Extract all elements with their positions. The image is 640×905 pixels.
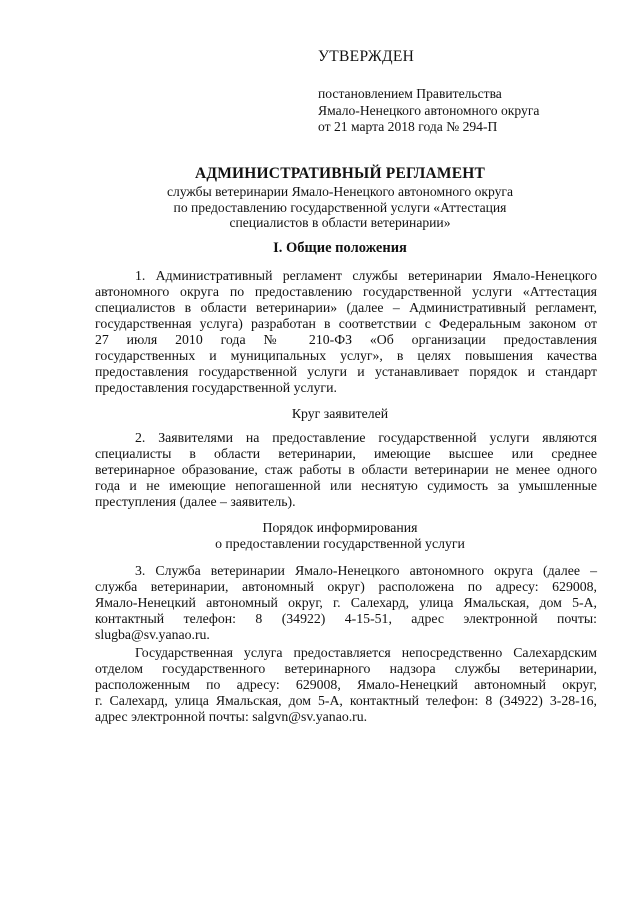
approval-stamp [318, 48, 618, 136]
paragraph-4 [95, 645, 597, 725]
text-line: специалисты в области ветеринарии, имеющие высшее или среднее [95, 446, 597, 461]
text-line: ветеринарное образование, стаж работы в области ветеринарии не менее одного [95, 462, 597, 477]
text-line: адрес электронной почты: salgvn@sv.yanao.ru. [95, 709, 368, 724]
section-title-applicants: Круг заявителей [291, 406, 389, 421]
text-line: предоставления государственной услуги. [95, 380, 337, 395]
section-title-line: Порядок информирования [262, 520, 418, 535]
text-line: отделом государственного ветеринарного надзора службы ветеринарии, [95, 661, 597, 676]
text-line: государственная услуга) разработан в соответствии с Федеральным законом от [95, 316, 597, 331]
text-line: преступления (далее – заявитель). [95, 494, 296, 509]
text-line: 2. Заявителями на предоставление государственной услуги являются [135, 430, 597, 445]
document-heading [140, 164, 540, 231]
text-line: специалистов в области ветеринарии» (далее – Административный регламент, [95, 300, 597, 315]
text-line: 27 июля 2010 года № 210-ФЗ «Об организации предоставления [95, 332, 597, 347]
document-title: АДМИНИСТРАТИВНЫЙ РЕГЛАМЕНТ [194, 165, 486, 182]
section-title-line: о предоставлении государственной услуги [215, 536, 465, 551]
text-line: служба ветеринарии, автономный округ) расположена по адресу: 629008, [95, 579, 597, 594]
text-line: г. Салехард, улица Ямальская, дом 5-А, контактный телефон: 8 (34922) 3-28-16, [95, 693, 597, 708]
text-line: предоставления государственной услуги и устанавливает порядок и стандарт [95, 364, 597, 379]
text-line: Государственная услуга предоставляется непосредственно Салехардским [135, 645, 597, 660]
approval-line: Ямало-Ненецкого автономного округа [318, 102, 540, 118]
text-line: расположенным по адресу: 629008, Ямало-Ненецкий автономный округ, [95, 677, 597, 692]
approval-title: УТВЕРЖДЕН [318, 48, 415, 65]
text-line: государственных и муниципальных услуг», в целях повышения качества [95, 348, 597, 363]
paragraph-3 [95, 563, 597, 643]
text-line: Ямало-Ненецкий автономный округ, г. Салехард, улица Ямальская, дом 5-А, [95, 595, 597, 610]
text-line: года и не имеющие непогашенной или неснятую судимость за умышленные [95, 478, 597, 493]
text-line: контактный телефон: 8 (34922) 4-15-51, адрес электронной почты: [95, 611, 597, 626]
paragraph-2 [95, 430, 597, 510]
text-line: slugba@sv.yanao.ru. [95, 627, 210, 642]
document-subtitle-line: службы ветеринарии Ямало-Ненецкого автономного округа [167, 184, 513, 199]
text-line: 3. Служба ветеринарии Ямало-Ненецкого автономного округа (далее – [135, 563, 597, 578]
text-line: 1. Административный регламент службы ветеринарии Ямало-Ненецкого [135, 268, 597, 283]
document-subtitle-line: по предоставлению государственной услуги «Аттестация [173, 199, 507, 215]
section-title-informing [0, 520, 640, 552]
text-line: автономного округа по предоставлению государственной услуги «Аттестация [95, 284, 597, 299]
paragraph-1 [95, 268, 597, 396]
approval-line: постановлением Правительства [318, 86, 502, 101]
section-title-general: I. Общие положения [273, 240, 407, 256]
approval-line: от 21 марта 2018 года № 294-П [318, 119, 498, 134]
document-subtitle-line: специалистов в области ветеринарии» [229, 215, 451, 230]
